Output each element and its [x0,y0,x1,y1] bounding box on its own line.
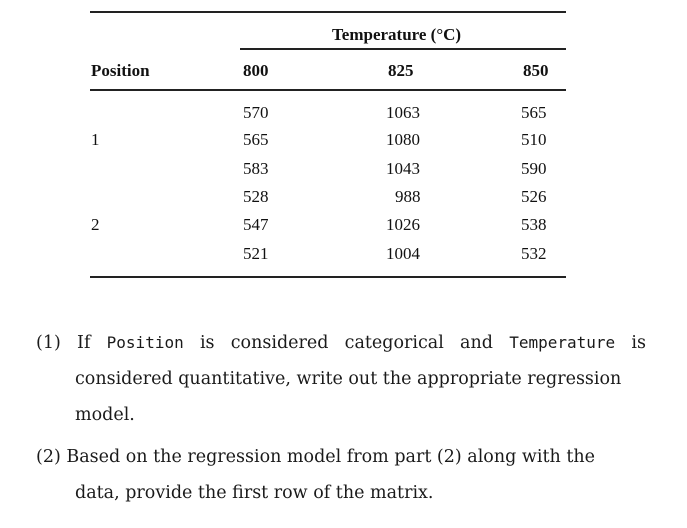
position-variable: Position [106,333,184,352]
table-row-position: 1 [91,130,100,149]
column-header-825: 825 [388,61,414,80]
question-1-text: is [631,333,646,353]
table-cell: 570 [243,103,269,122]
table-cell: 1080 [386,130,420,149]
question-2 [36,439,646,511]
table-cell: 526 [521,187,547,206]
question-1 [36,325,646,433]
table-row-position: 2 [91,215,100,234]
table-cell: 538 [521,215,547,234]
header-bottom-rule [90,89,566,91]
table-cell: 510 [521,130,547,149]
table-cell: 565 [521,103,547,122]
table-cell: 1063 [386,103,420,122]
question-1-number: (1) [36,333,61,353]
table-cell: 565 [243,130,269,149]
question-1-line-3: model. [75,405,135,425]
table-cell: 583 [243,159,269,178]
question-2-line-1 [36,439,646,475]
question-1-text: is considered categorical and [199,333,493,353]
question-2-text: Based on the regression model from part (2) along with the [66,447,595,467]
temperature-variable: Temperature [509,333,616,352]
temperature-header-rule [240,48,566,50]
table-bottom-rule [90,276,566,278]
table-top-rule [90,11,566,13]
table-cell: 521 [243,244,269,263]
table-cell: 547 [243,215,269,234]
temperature-group-header: Temperature (°C) [332,25,462,44]
table-cell: 1026 [386,215,420,234]
question-1-text: If [77,333,91,353]
question-2-line-2: data, provide the first row of the matrix. [75,483,434,503]
table-cell: 988 [395,187,421,206]
question-1-line-1 [36,325,646,361]
column-header-800: 800 [243,61,269,80]
table-cell: 590 [521,159,547,178]
position-column-header: Position [91,61,150,80]
question-2-number: (2) [36,447,61,467]
table-cell: 1004 [386,244,420,263]
table-cell: 1043 [386,159,420,178]
table-cell: 528 [243,187,269,206]
column-header-850: 850 [523,61,549,80]
question-1-line-2: considered quantitative, write out the appropriate regression [75,369,622,389]
table-cell: 532 [521,244,547,263]
